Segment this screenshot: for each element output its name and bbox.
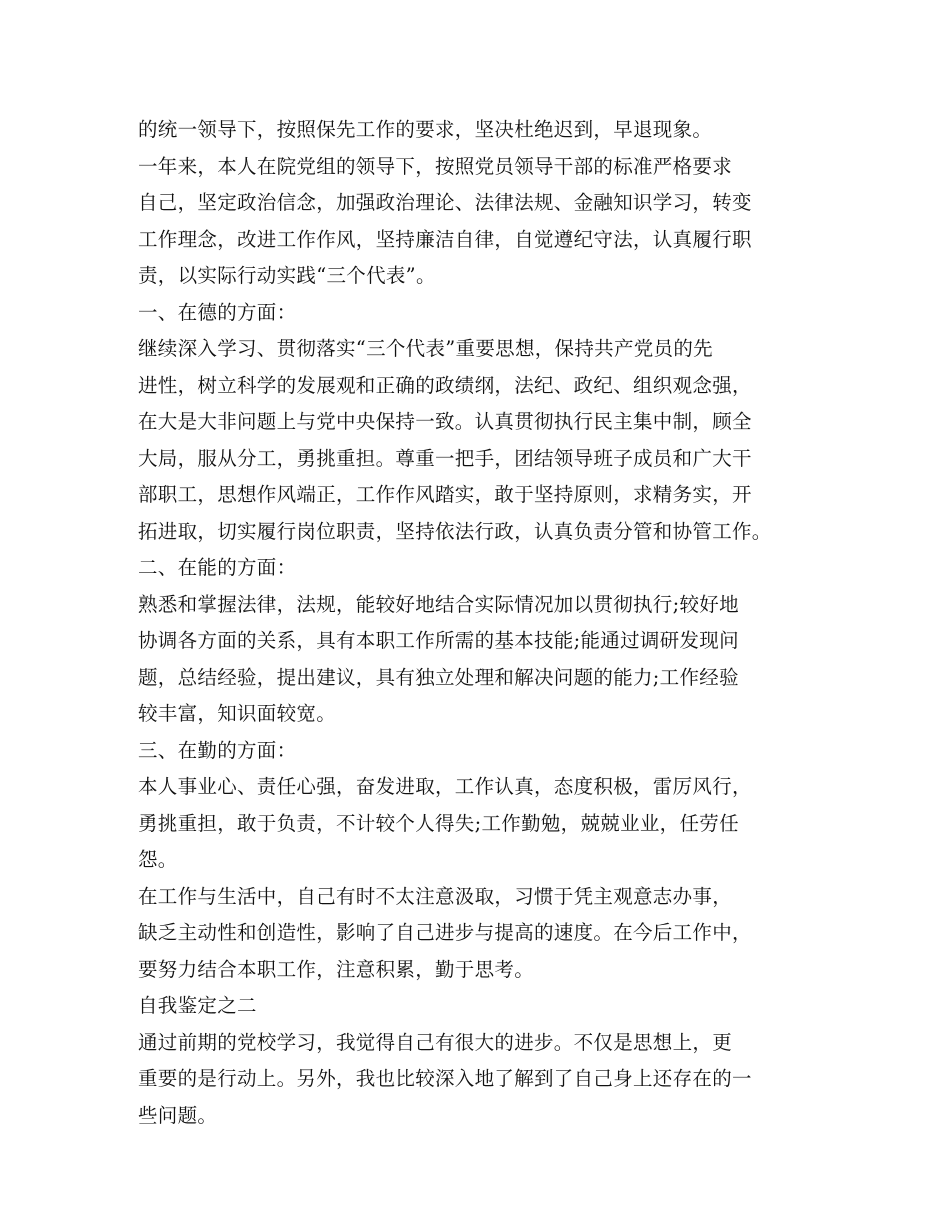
text-line: 在大是大非问题上与党中央保持一致。认真贯彻执行民主集中制，顾全 <box>138 410 752 433</box>
text-line: 的统一领导下，按照保先工作的要求，坚决杜绝迟到，早退现象。 <box>138 118 713 141</box>
text-line: 怨。 <box>138 848 178 871</box>
text-line: 较丰富，知识面较宽。 <box>138 702 337 725</box>
text-line: 工作理念，改进工作作风，坚持廉洁自律，自觉遵纪守法，认真履行职 <box>138 227 752 251</box>
document-body <box>138 112 838 1134</box>
text-line: 勇挑重担，敢于负责，不计较个人得失;工作勤勉，兢兢业业，任劳任 <box>138 811 739 835</box>
text-line: 协调各方面的关系，具有本职工作所需的基本技能;能通过调研发现问 <box>138 629 739 652</box>
text-line: 通过前期的党校学习，我觉得自己有很大的进步。不仅是思想上，更 <box>138 1030 733 1054</box>
text-line: 拓进取，切实履行岗位职责，坚持依法行政，认真负责分管和协管工作。 <box>138 519 772 543</box>
text-line: 些问题。 <box>138 1103 218 1127</box>
text-line: 部职工，思想作风端正，工作作风踏实，敢于坚持原则，求精务实，开 <box>138 483 752 506</box>
text-line: 继续深入学习、贯彻落实“三个代表”重要思想，保持共产党员的先 <box>138 337 713 360</box>
text-line: 一年来，本人在院党组的领导下，按照党员领导干部的标准严格要求 <box>138 154 733 178</box>
section-heading: 二、在能的方面： <box>138 556 297 579</box>
text-line: 进性，树立科学的发展观和正确的政绩纲，法纪、政纪、组织观念强， <box>138 373 752 397</box>
text-line: 责，以实际行动实践“三个代表”。 <box>138 264 436 287</box>
text-line: 题，总结经验，提出建议，具有独立处理和解决问题的能力;工作经验 <box>138 665 739 689</box>
text-line: 本人事业心、责任心强，奋发进取，工作认真，态度积极，雷厉风行， <box>138 775 752 798</box>
text-line: 熟悉和掌握法律，法规，能较好地结合实际情况加以贯彻执行;较好地 <box>138 592 739 616</box>
text-line: 重要的是行动上。另外，我也比较深入地了解到了自己身上还存在的一 <box>138 1067 752 1090</box>
text-line: 在工作与生活中，自己有时不太注意汲取，习惯于凭主观意志办事， <box>138 884 733 908</box>
section-heading: 一、在德的方面： <box>138 300 297 324</box>
text-line: 要努力结合本职工作，注意积累，勤于思考。 <box>138 957 535 981</box>
section-heading: 三、在勤的方面： <box>138 738 297 762</box>
section-heading: 自我鉴定之二 <box>138 994 257 1017</box>
text-line: 大局，服从分工，勇挑重担。尊重一把手，团结领导班子成员和广大干 <box>138 446 752 470</box>
text-line: 缺乏主动性和创造性，影响了自己进步与提高的速度。在今后工作中， <box>138 921 752 944</box>
text-line: 自己，坚定政治信念，加强政治理论、法律法规、金融知识学习，转变 <box>138 191 752 214</box>
